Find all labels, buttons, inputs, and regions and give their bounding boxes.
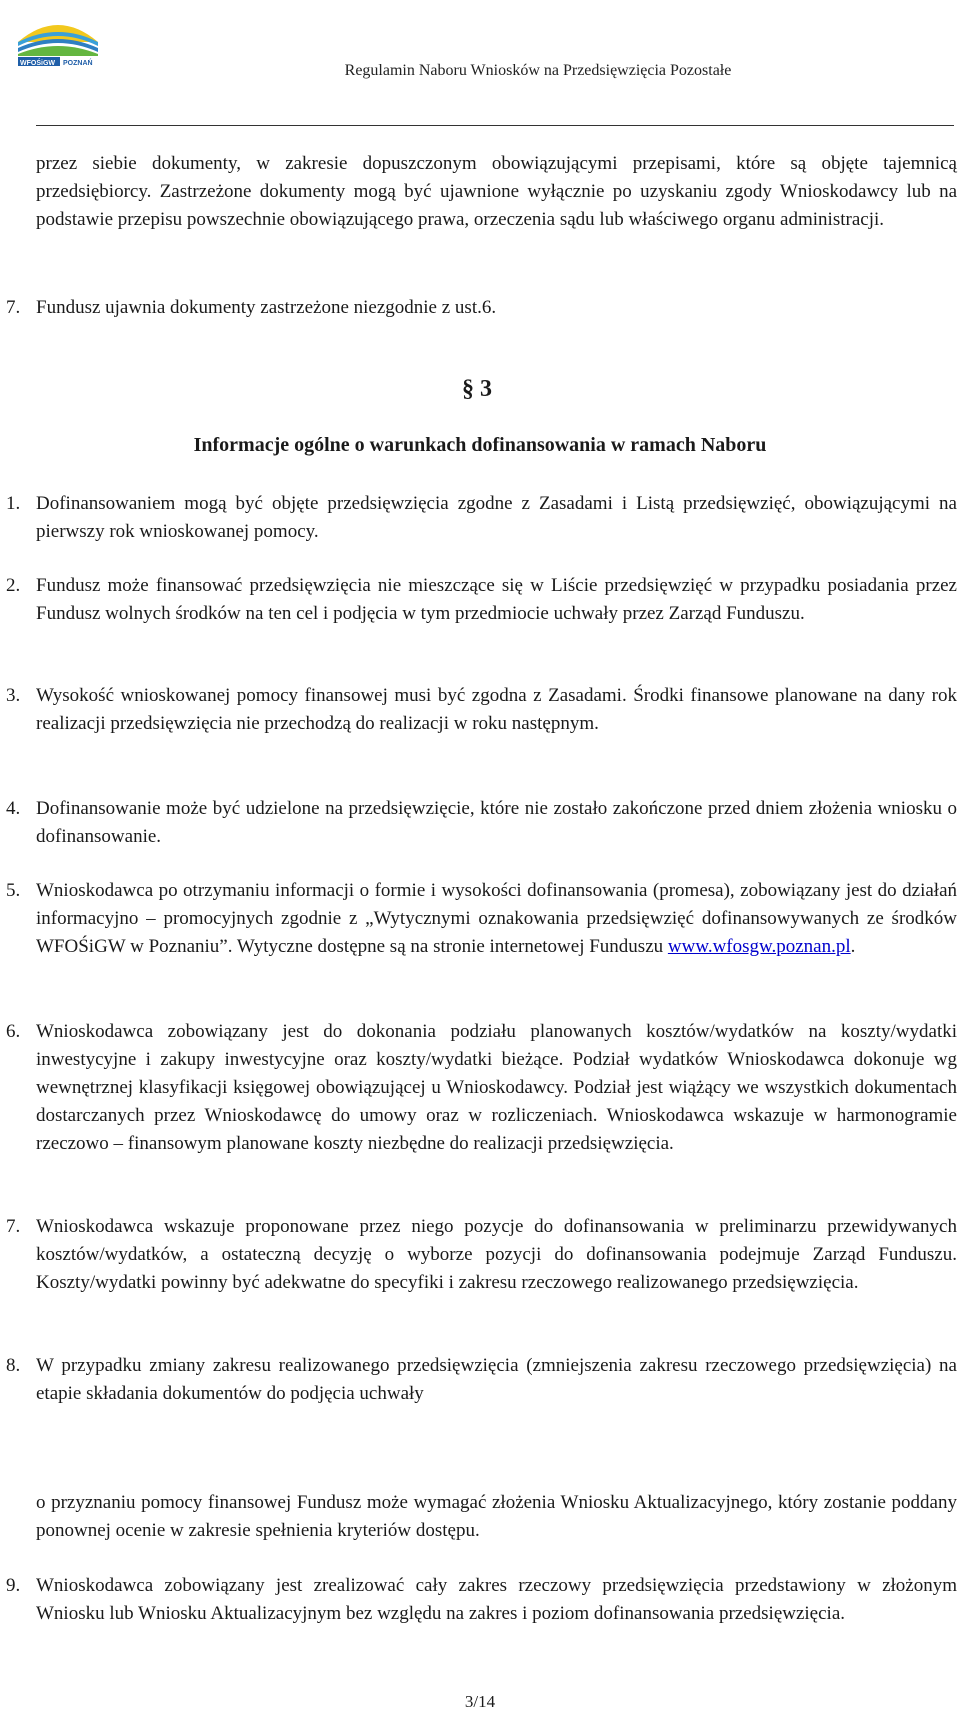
item-text: Wnioskodawca wskazuje proponowane przez niego pozycje do dofinansowania w preliminarzu przewidywanych kosztów/wydatków, a ostateczną decyzję o wyborze pozycji do dofinansowania podejmuje Zarząd Funduszu. Koszty/wydatki powinny być adekwatne do specyfiki i zakresu rzeczowego realizowanego przedsięwzięcia.: [36, 1216, 957, 1293]
item-text: Wnioskodawca zobowiązany jest zrealizować cały zakres rzeczowy przedsięwzięcia przedstawiony w złożonym Wniosku lub Wniosku Aktualizacyjnym bez względu na zakres i poziom dofinansowania przedsięwzięcia.: [36, 1575, 957, 1624]
section-sign: § 3: [462, 376, 492, 402]
list-item: [6, 795, 957, 851]
header-divider: [36, 125, 954, 126]
item-text-end: .: [850, 936, 856, 957]
list-item: [6, 1352, 957, 1408]
list-item-continuation: [36, 1489, 957, 1545]
item-text: Dofinansowanie może być udzielone na przedsięwzięcie, które nie zostało zakończone przed dniem złożenia wniosku o dofinansowanie.: [36, 798, 957, 847]
page-number: 3/14: [464, 1692, 496, 1711]
item-text: Wnioskodawca zobowiązany jest do dokonania podziału planowanych kosztów/wydatków na koszty/wydatki inwestycyjne i zakupy inwestycyjne oraz koszty/wydatki bieżące. Podział wydatków Wnioskodawca dokonuje wg wewnętrznej klasyfikacji księgowej obowiązującej u Wnioskodawcy. Podział jest wiążący we wszystkich dokumentach dostarczanych przez Wnioskodawcę do umowy oraz w rozliczeniach. Wnioskodawca wskazuje w harmonogramie rzeczowo – finansowym planowane koszty niezbędne do realizacji przedsięwzięcia.: [36, 1021, 957, 1154]
list-item: [6, 682, 957, 738]
item-number: 1.: [6, 493, 21, 514]
item-number: 7.: [6, 297, 21, 318]
section-title: Informacje ogólne o warunkach dofinansowania w ramach Naboru: [193, 434, 767, 456]
svg-text:WFOŚiGW: WFOŚiGW: [20, 60, 55, 67]
fund-website-link[interactable]: www.wfosgw.poznan.pl: [667, 936, 851, 957]
item-number: 8.: [6, 1355, 21, 1376]
item-number: 7.: [6, 1216, 21, 1237]
item-number: 6.: [6, 1021, 21, 1042]
item-number: 3.: [6, 685, 21, 706]
item-text: Fundusz ujawnia dokumenty zastrzeżone niezgodnie z ust.6.: [36, 297, 497, 318]
paragraph-continuation: przez siebie dokumenty, w zakresie dopuszczonym obowiązującymi przepisami, które są objęte tajemnicą przedsiębiorcy. Zastrzeżone dokumenty mogą być ujawnione wyłącznie po uzyskaniu zgody Wnioskodawcy lub na podstawie przepisu powszechnie obowiązującego prawa, orzeczenia sądu lub właściwego organu administracji.: [36, 153, 957, 230]
list-item-7-prev: [6, 294, 957, 322]
document-title: Regulamin Naboru Wniosków na Przedsięwzięcia Pozostałe: [344, 62, 732, 79]
item-number: 9.: [6, 1575, 21, 1596]
item-number: 2.: [6, 575, 21, 596]
logo: [8, 8, 108, 68]
item-text: Dofinansowaniem mogą być objęte przedsięwzięcia zgodne z Zasadami i Listą przedsięwzięć, obowiązującymi na pierwszy rok wnioskowanej pomocy.: [36, 493, 957, 542]
list-item: [6, 490, 957, 546]
list-item: [6, 1572, 957, 1628]
svg-text:POZNAŃ: POZNAŃ: [63, 60, 93, 67]
item-text: W przypadku zmiany zakresu realizowanego przedsięwzięcia (zmniejszenia zakresu rzeczowego przedsięwzięcia) na etapie składania dokumentów do podjęcia uchwały: [36, 1355, 957, 1404]
item-number: 4.: [6, 798, 21, 819]
logo-icon: [8, 8, 108, 68]
item-text: Wysokość wnioskowanej pomocy finansowej musi być zgodna z Zasadami. Środki finansowe planowane na dany rok realizacji przedsięwzięcia nie przechodzą do realizacji w roku następnym.: [36, 685, 957, 734]
item-number: 5.: [6, 880, 21, 901]
list-item: [6, 1018, 957, 1158]
item-text: Fundusz może finansować przedsięwzięcia nie mieszczące się w Liście przedsięwzięć w przypadku posiadania przez Fundusz wolnych środków na ten cel i podjęcia w tym przedmiocie uchwały przez Zarząd Funduszu.: [36, 575, 957, 624]
item-text: Wnioskodawca po otrzymaniu informacji o formie i wysokości dofinansowania (promesa), zobowiązany jest do działań informacyjno – promocyjnych zgodnie z „Wytycznymi oznakowania przedsięwzięć dofinansowywanych ze środków WFOŚiGW w Poznaniu”. Wytyczne dostępne są na stronie internetowej Funduszu: [36, 880, 957, 957]
list-item: [6, 877, 957, 961]
list-item: [6, 572, 957, 628]
item-text: o przyznaniu pomocy finansowej Fundusz może wymagać złożenia Wniosku Aktualizacyjnego, który zostanie poddany ponownej ocenie w zakresie spełnienia kryteriów dostępu.: [36, 1492, 957, 1541]
list-item: [6, 1213, 957, 1297]
